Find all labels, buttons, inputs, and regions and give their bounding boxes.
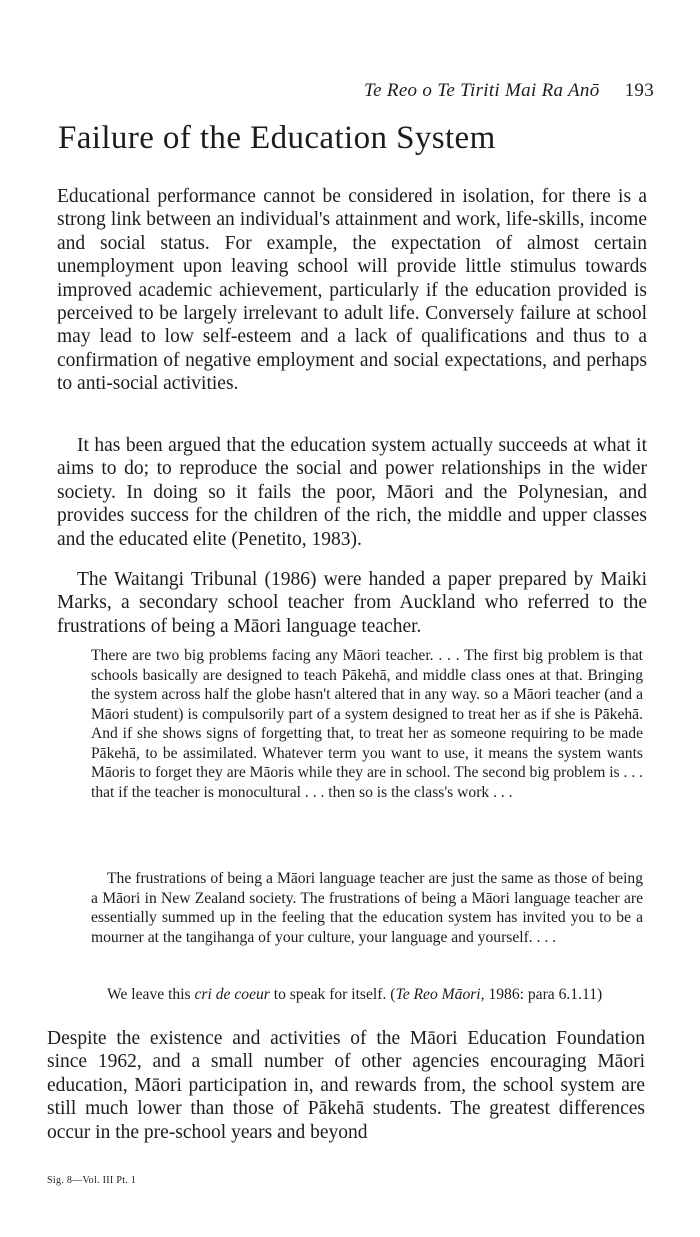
body-paragraph-2: It has been argued that the education system actually succeeds at what it aims to do; to reproduce the social and power relationships in the wider society. In doing so it fails the poor, Māori and the Polynesian, and provides success for the children of the rich, the middle and upper classes and the educated elite (Penetito, 1983). xyxy=(57,435,647,550)
body-paragraph-3: The Waitangi Tribunal (1986) were handed a paper prepared by Maiki Marks, a secondary school teacher from Auckland who referred to the frustrations of being a Māori language teacher. xyxy=(57,569,647,637)
page-number: 193 xyxy=(624,80,654,101)
citation-text-b: to speak for itself. ( xyxy=(269,986,396,1003)
citation-text-a: We leave this xyxy=(107,986,195,1003)
closing-paragraph: Despite the existence and activities of the Māori Education Foundation since 1962, and a small number of other agencies encouraging Māori education, Māori participation in, and rewards from, the school system are still much lower than those of Pākehā students. The greatest differences occur in the pre-school years and beyond xyxy=(47,1028,645,1143)
citation-italic-phrase: cri de coeur xyxy=(194,986,270,1003)
running-header xyxy=(364,80,654,102)
block-quote-paragraph-1: There are two big problems facing any Māori teacher. . . . The first big problem is that schools basically are designed to teach Pākehā, and middle class ones at that. Bringing the system across half the globe hasn't altered that in any way. so a Māori teacher (and a Māori student) is compulsorily part of a system designed to treat her as if she is Pākehā. And if she shows signs of forgetting that, to treat her as someone requiring to be made Pākehā, to be assimilated. Whatever term you want to use, it means the system wants Māoris to forget they are Māoris while they are in school. The second big problem is . . . that if the teacher is monocultural . . . then so is the class's work . . . xyxy=(91,647,644,801)
block-quote-citation xyxy=(91,985,643,1005)
signature-mark: Sig. 8—Vol. III Pt. 1 xyxy=(47,1175,137,1186)
citation-source-title: Te Reo Māori xyxy=(395,986,481,1003)
running-title: Te Reo o Te Tiriti Mai Ra Anō xyxy=(364,80,600,101)
block-quote-paragraph-2: The frustrations of being a Māori language teacher are just the same as those of being a Māori in New Zealand society. The frustrations of being a Māori language teacher are essentially summed up in the feeling that the education system has invited you to be a mourner at the tangihanga of your culture, your language and yourself. . . . xyxy=(91,870,643,946)
body-paragraph-1: Educational performance cannot be considered in isolation, for there is a strong link between an individual's attainment and work, life-skills, income and social status. For example, the expectation of almost certain unemployment upon leaving school will provide little stimulus towards improved academic achievement, particularly if the education provided is perceived to be largely irrelevant to adult life. Conversely failure at school may lead to low self-esteem and a lack of qualifications and thus to a confirmation of negative employment and social expectations, and perhaps to anti-social activities. xyxy=(57,186,647,395)
section-title: Failure of the Education System xyxy=(58,120,496,156)
citation-text-c: , 1986: para 6.1.11) xyxy=(480,986,603,1003)
